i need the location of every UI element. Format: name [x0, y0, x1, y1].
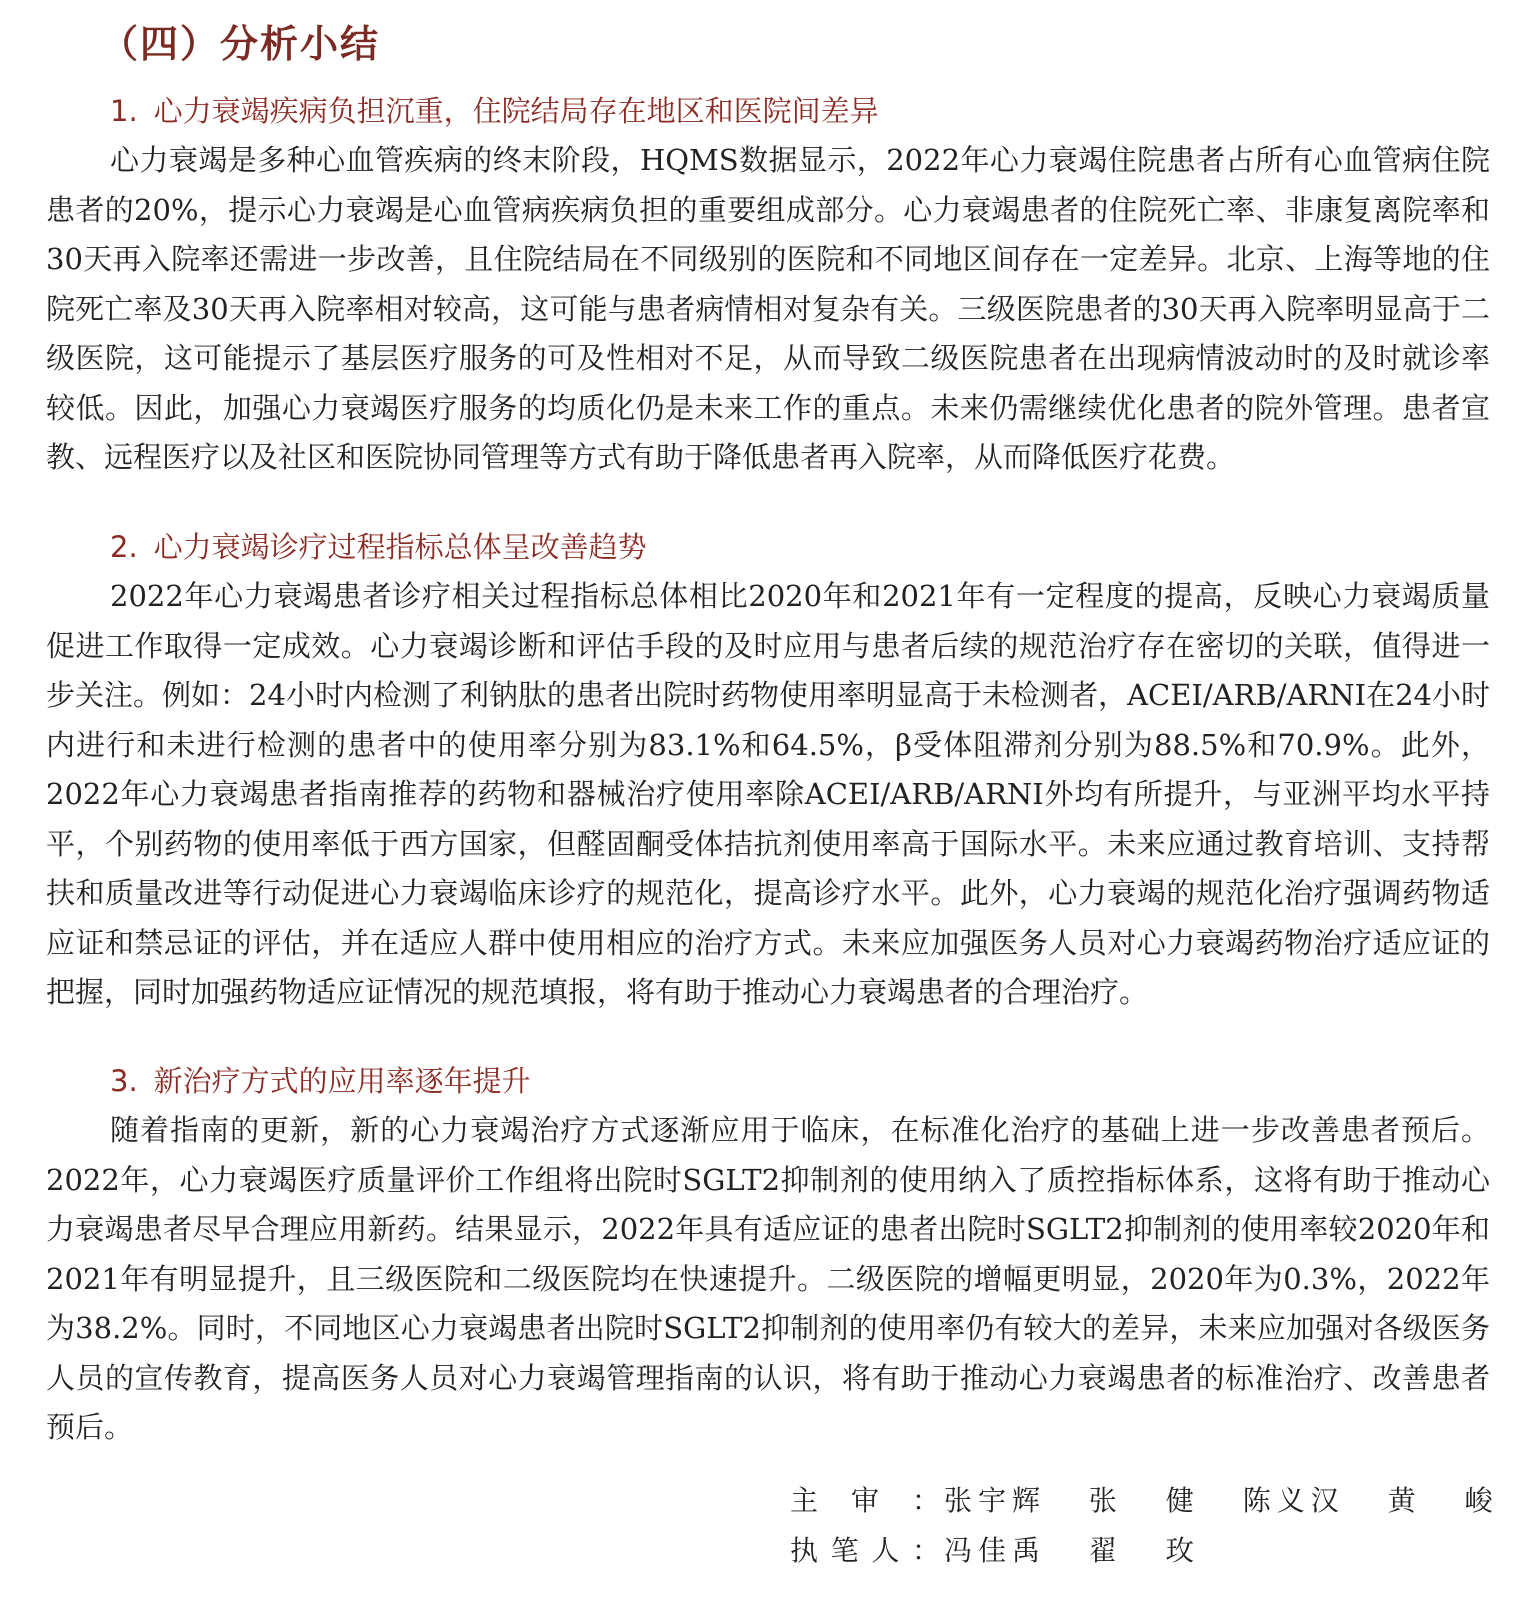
subsection-1-number: 1. — [110, 94, 138, 128]
subsection-1-paragraph: 心力衰竭是多种心血管疾病的终末阶段，HQMS数据显示，2022年心力衰竭住院患者占所有心血管病住院患者的20%，提示心力衰竭是心血管病疾病负担的重要组成部分。心力衰竭患者的住院死亡率、非康复离院率和30天再入院率还需进一步改善，且住院结局在不同级别的医院和不同地区间存在一定差异。北京、上海等地的住院死亡率及30天再入院率相对较高，这可能与患者病情相对复杂有关。三级医院患者的30天再入院率明显高于二级医院，这可能提示了基层医疗服务的可及性相对不足，从而导致二级医院患者在出现病情波动时的及时就诊率较低。因此，加强心力衰竭医疗服务的均质化仍是未来工作的重点。未来仍需继续优化患者的院外管理。患者宣教、远程医疗以及社区和医院协同管理等方式有助于降低患者再入院率，从而降低医疗花费。 — [46, 143, 1490, 474]
reviewers-names: 张宇辉 张 健 陈义汉 黄 峻 — [944, 1484, 1499, 1517]
reviewers-label: 主审： — [790, 1484, 940, 1517]
subsection-2-title: 心力衰竭诊疗过程指标总体呈改善趋势 — [153, 530, 647, 564]
subsection-3-number: 3. — [110, 1064, 138, 1098]
subsection-3-paragraph: 随着指南的更新，新的心力衰竭治疗方式逐渐应用于临床，在标准化治疗的基础上进一步改善患者预后。2022年，心力衰竭医疗质量评价工作组将出院时SGLT2抑制剂的使用纳入了质控指标体系，这将有助于推动心力衰竭患者尽早合理应用新药。结果显示，2022年具有适应证的患者出院时SGLT2抑制剂的使用率较2020年和2021年有明显提升，且三级医院和二级医院均在快速提升。二级医院的增幅更明显，2020年为0.3%，2022年为38.2%。同时，不同地区心力衰竭患者出院时SGLT2抑制剂的使用率仍有较大的差异，未来应加强对各级医务人员的宣传教育，提高医务人员对心力衰竭管理指南的认识，将有助于推动心力衰竭患者的标准治疗、改善患者预后。 — [46, 1113, 1490, 1444]
subsection-1-heading — [110, 86, 879, 136]
subsection-2-number: 2. — [110, 530, 138, 564]
subsection-2-heading — [110, 522, 647, 572]
credits-block — [790, 1476, 1499, 1576]
subsection-3-heading — [110, 1056, 531, 1106]
subsection-2-paragraph: 2022年心力衰竭患者诊疗相关过程指标总体相比2020年和2021年有一定程度的提高，反映心力衰竭质量促进工作取得一定成效。心力衰竭诊断和评估手段的及时应用与患者后续的规范治疗存在密切的关联，值得进一步关注。例如：24小时内检测了利钠肽的患者出院时药物使用率明显高于未检测者，ACEI/ARB/ARNI在24小时内进行和未进行检测的患者中的使用率分别为83.1%和64.5%，β受体阻滞剂分别为88.5%和70.9%。此外，2022年心力衰竭患者指南推荐的药物和器械治疗使用率除ACEI/ARB/ARNI外均有所提升，与亚洲平均水平持平，个别药物的使用率低于西方国家，但醛固酮受体拮抗剂使用率高于国际水平。未来应通过教育培训、支持帮扶和质量改进等行动促进心力衰竭临床诊疗的规范化，提高诊疗水平。此外，心力衰竭的规范化治疗强调药物适应证和禁忌证的评估，并在适应人群中使用相应的治疗方式。未来应加强医务人员对心力衰竭药物治疗适应证的把握，同时加强药物适应证情况的规范填报，将有助于推动心力衰竭患者的合理治疗。 — [46, 579, 1490, 1009]
writers-names: 冯佳禹 翟 玫 — [944, 1534, 1200, 1567]
subsection-3-title: 新治疗方式的应用率逐年提升 — [153, 1064, 531, 1098]
section-title: （四）分析小结 — [100, 22, 381, 66]
writers-label: 执笔人： — [790, 1534, 940, 1567]
subsection-1-title: 心力衰竭疾病负担沉重，住院结局存在地区和医院间差异 — [153, 94, 879, 128]
reviewers-row — [790, 1476, 1499, 1526]
writers-row — [790, 1526, 1499, 1576]
